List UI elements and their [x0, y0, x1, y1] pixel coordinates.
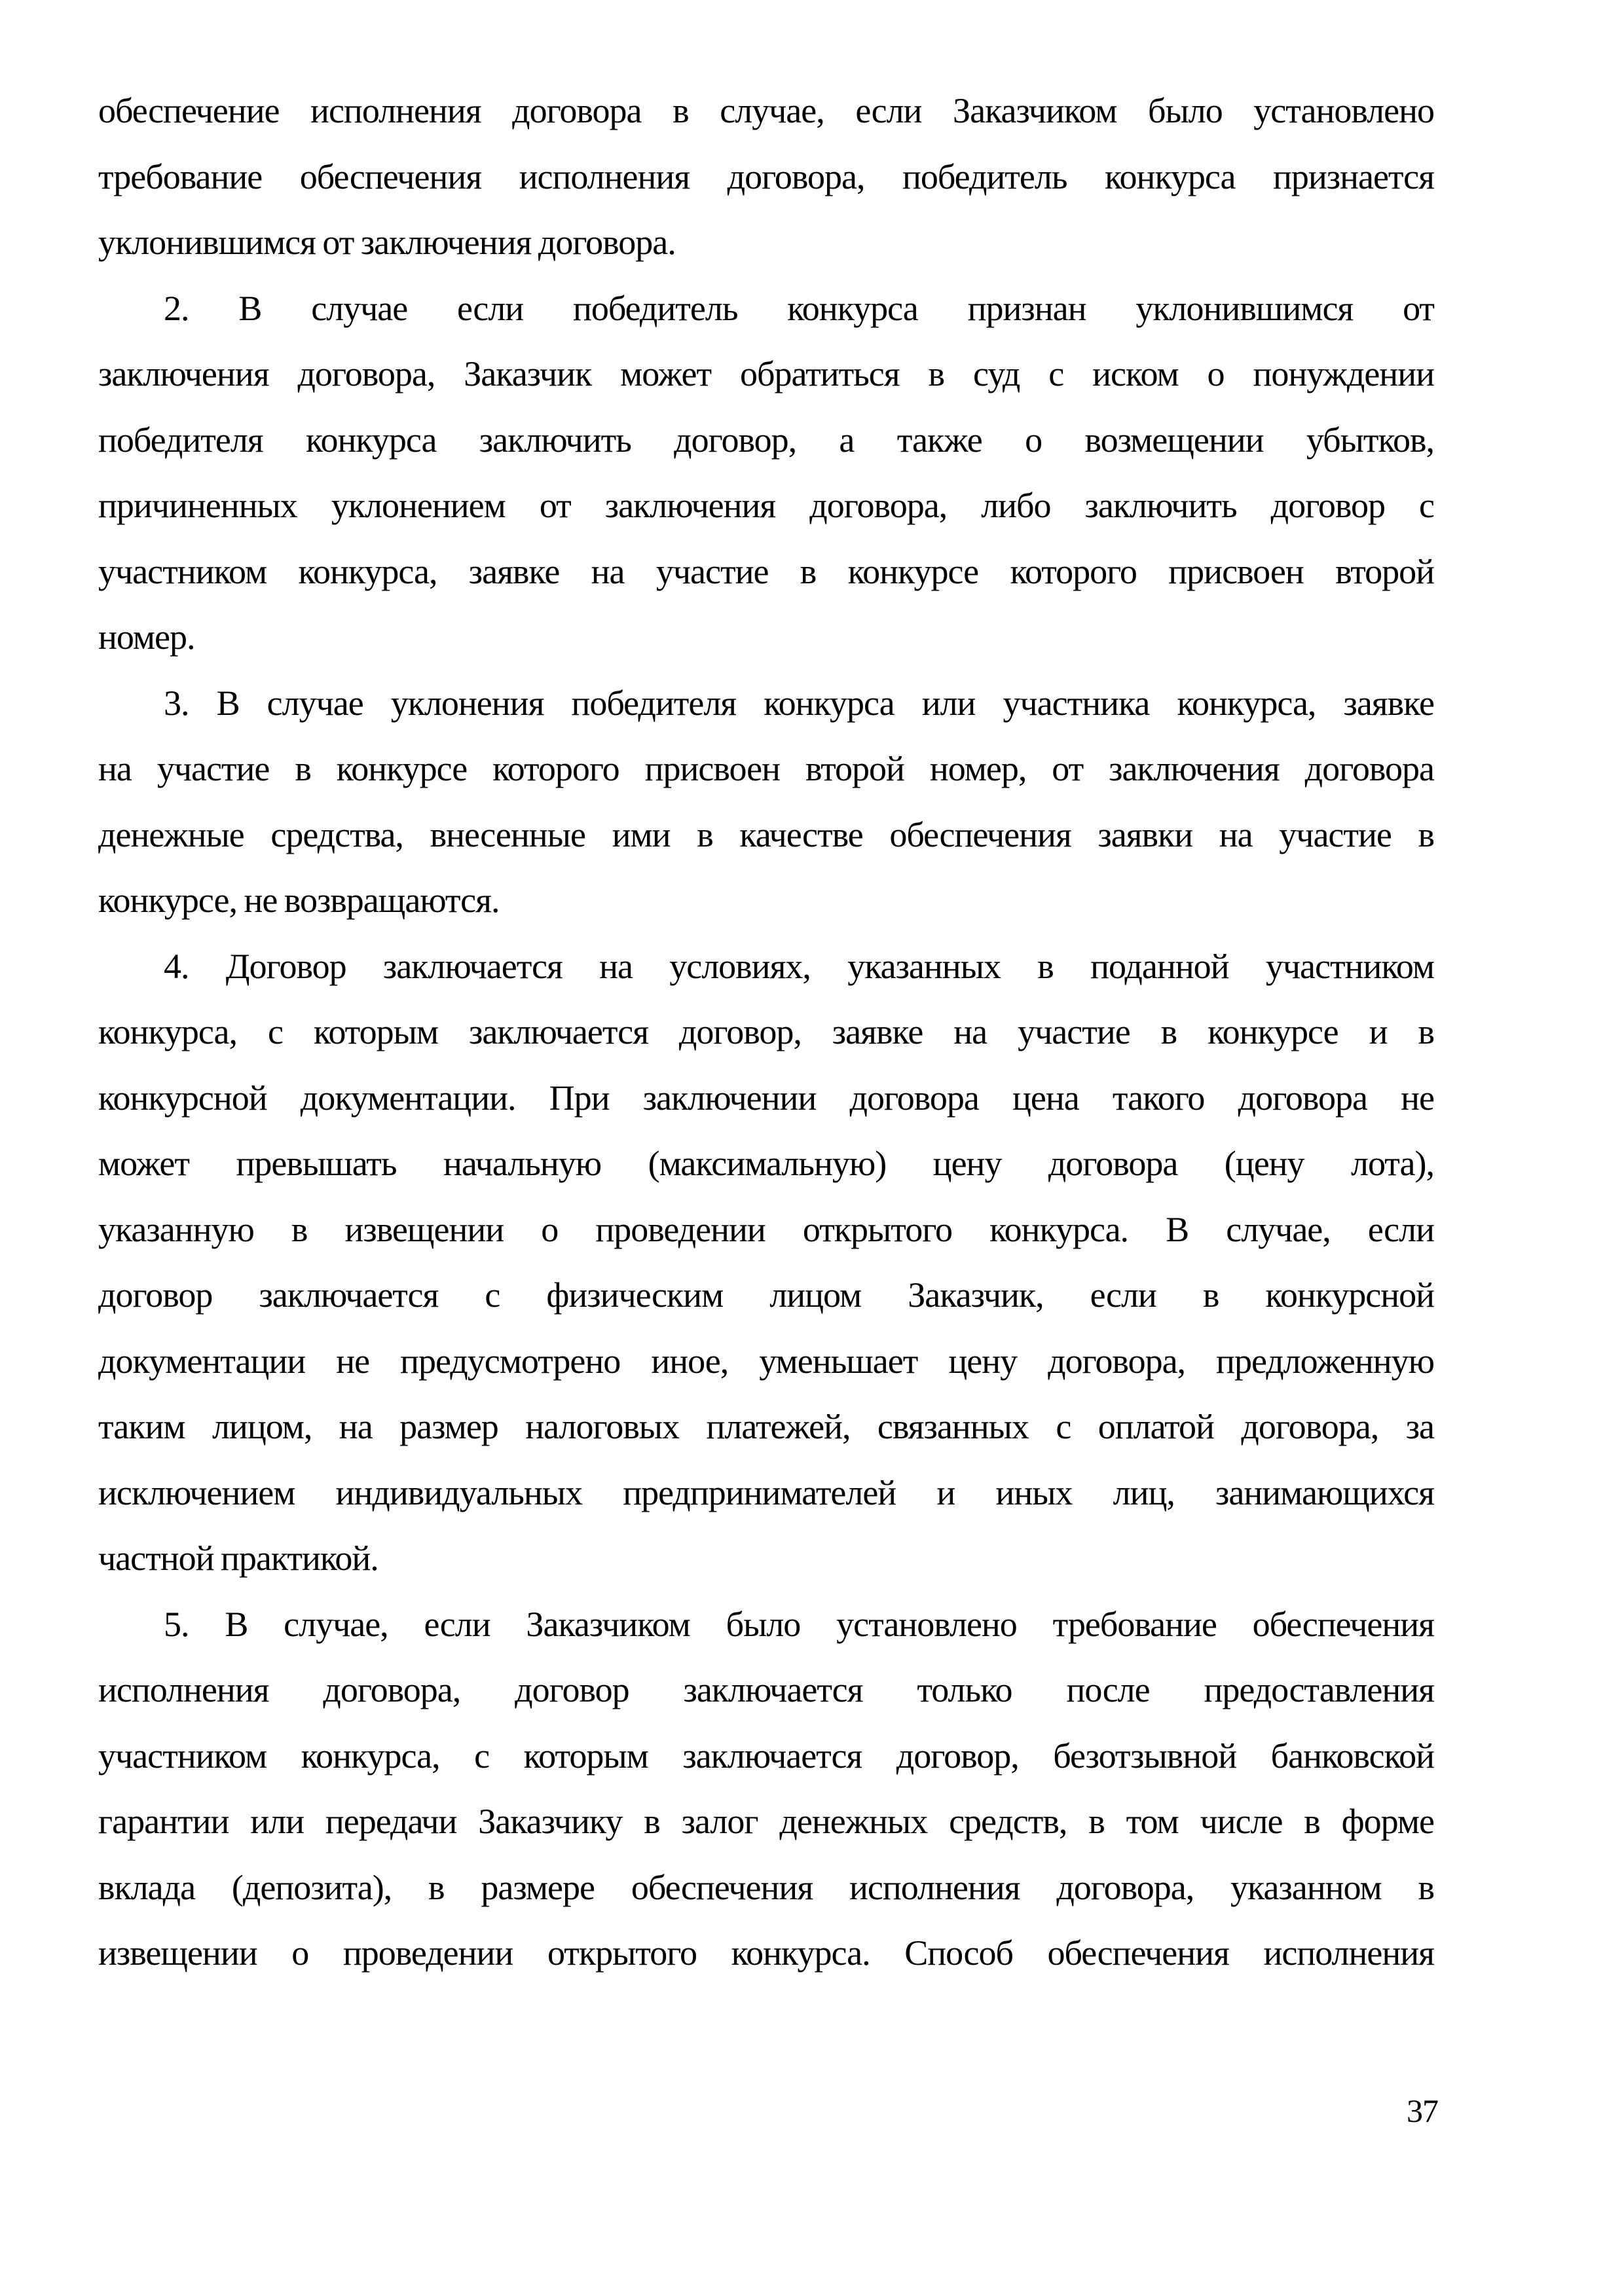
text-line: причиненных уклонением от заключения договора, либо заключить договор с — [98, 486, 1434, 525]
text-line: может превышать начальную (максимальную) цену договора (цену лота), — [98, 1144, 1434, 1183]
text-line: договор заключается с физическим лицом Заказчик, если в конкурсной — [98, 1275, 1434, 1315]
text-line: участником конкурса, заявке на участие в конкурсе которого присвоен второй — [98, 551, 1434, 591]
text-line: 3. В случае уклонения победителя конкурса или участника конкурса, заявке — [164, 683, 1434, 723]
text-line: уклонившимся от заключения договора. — [98, 223, 676, 262]
text-line: указанную в извещении о проведении открытого конкурса. В случае, если — [98, 1209, 1434, 1249]
text-line: извещении о проведении открытого конкурса. Способ обеспечения исполнения — [98, 1933, 1434, 1973]
text-line: обеспечение исполнения договора в случае, если Заказчиком было установлено — [98, 91, 1434, 130]
text-line: гарантии или передачи Заказчику в залог денежных средств, в том числе в форме — [98, 1802, 1434, 1841]
page-number: 37 — [1407, 2092, 1438, 2129]
text-line: частной практикой. — [98, 1539, 378, 1578]
text-line: таким лицом, на размер налоговых платежей, связанных с оплатой договора, за — [98, 1407, 1434, 1446]
text-line: конкурса, с которым заключается договор, заявке на участие в конкурсе и в — [98, 1012, 1434, 1051]
text-line: номер. — [98, 617, 195, 657]
text-line: вклада (депозита), в размере обеспечения исполнения договора, указанном в — [98, 1867, 1434, 1907]
text-line: на участие в конкурсе которого присвоен второй номер, от заключения договора — [98, 749, 1434, 788]
text-line: 5. В случае, если Заказчиком было установлено требование обеспечения — [164, 1604, 1434, 1644]
text-line: исполнения договора, договор заключается только после предоставления — [98, 1670, 1434, 1709]
text-line: конкурсе, не возвращаются. — [98, 881, 500, 920]
text-line: 2. В случае если победитель конкурса признан уклонившимся от — [164, 288, 1434, 328]
text-line: участником конкурса, с которым заключается договор, безотзывной банковской — [98, 1736, 1434, 1776]
text-line: 4. Договор заключается на условиях, указанных в поданной участником — [164, 946, 1434, 986]
text-line: денежные средства, внесенные ими в качестве обеспечения заявки на участие в — [98, 814, 1434, 854]
text-line: документации не предусмотрено иное, уменьшает цену договора, предложенную — [98, 1341, 1434, 1381]
text-line: заключения договора, Заказчик может обратиться в суд с иском о понуждении — [98, 354, 1434, 393]
text-line: исключением индивидуальных предпринимателей и иных лиц, занимающихся — [98, 1472, 1434, 1512]
document-body — [98, 78, 1434, 1986]
text-line: конкурсной документации. При заключении договора цена такого договора не — [98, 1078, 1434, 1118]
text-line: победителя конкурса заключить договор, а также о возмещении убытков, — [98, 420, 1434, 460]
text-line: требование обеспечения исполнения договора, победитель конкурса признается — [98, 156, 1434, 196]
